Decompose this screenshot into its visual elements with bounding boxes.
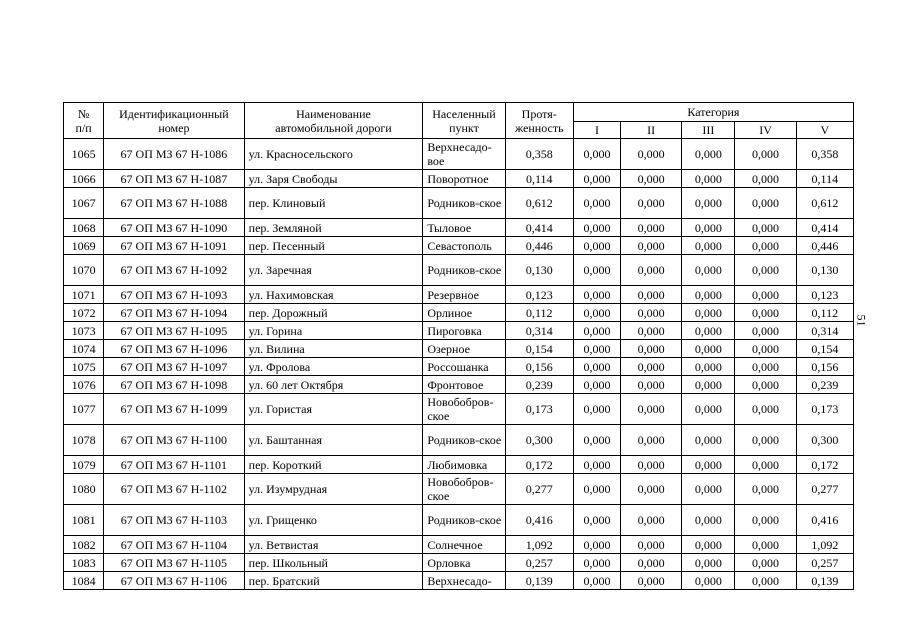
length-cell: 0,414: [505, 219, 573, 237]
road-name-cell: ул. Нахимовская: [244, 286, 423, 304]
table-row: [64, 304, 854, 322]
category-2-cell: 0,000: [621, 219, 682, 237]
identification-number-cell: 67 ОП МЗ 67 Н-1100: [104, 425, 245, 456]
length-cell: 0,123: [505, 286, 573, 304]
row-number-cell: 1080: [64, 474, 104, 505]
road-name-cell: ул. Вилина: [244, 340, 423, 358]
category-2-cell: 0,000: [621, 505, 682, 536]
header-cat-2: II: [621, 122, 682, 139]
table-row: [64, 358, 854, 376]
settlement-cell: Верхнесадо-: [423, 572, 505, 590]
category-2-cell: 0,000: [621, 376, 682, 394]
category-5-cell: 0,257: [796, 554, 853, 572]
category-4-cell: 0,000: [735, 219, 796, 237]
identification-number-cell: 67 ОП МЗ 67 Н-1106: [104, 572, 245, 590]
table-row: [64, 322, 854, 340]
category-5-cell: 0,130: [796, 255, 853, 286]
settlement-cell: Любимовка: [423, 456, 505, 474]
settlement-cell: Фронтовое: [423, 376, 505, 394]
length-cell: 0,239: [505, 376, 573, 394]
settlement-cell: Севастополь: [423, 237, 505, 255]
category-3-cell: 0,000: [682, 170, 735, 188]
category-5-cell: 0,314: [796, 322, 853, 340]
category-1-cell: 0,000: [573, 170, 620, 188]
table-row: [64, 139, 854, 170]
category-3-cell: 0,000: [682, 322, 735, 340]
row-number-cell: 1079: [64, 456, 104, 474]
category-3-cell: 0,000: [682, 237, 735, 255]
category-4-cell: 0,000: [735, 358, 796, 376]
category-1-cell: 0,000: [573, 536, 620, 554]
header-num: [64, 103, 104, 139]
settlement-cell: Резервное: [423, 286, 505, 304]
identification-number-cell: 67 ОП МЗ 67 Н-1098: [104, 376, 245, 394]
category-5-cell: 0,416: [796, 505, 853, 536]
category-4-cell: 0,000: [735, 425, 796, 456]
row-number-cell: 1082: [64, 536, 104, 554]
length-cell: 0,612: [505, 188, 573, 219]
road-name-cell: пер. Братский: [244, 572, 423, 590]
category-5-cell: 0,112: [796, 304, 853, 322]
category-2-cell: 0,000: [621, 188, 682, 219]
settlement-cell: Родников-ское: [423, 505, 505, 536]
category-5-cell: 0,358: [796, 139, 853, 170]
category-1-cell: 0,000: [573, 425, 620, 456]
table-row: [64, 536, 854, 554]
category-3-cell: 0,000: [682, 286, 735, 304]
row-number-cell: 1071: [64, 286, 104, 304]
category-2-cell: 0,000: [621, 340, 682, 358]
length-cell: 0,156: [505, 358, 573, 376]
settlement-cell: Родников-ское: [423, 425, 505, 456]
header-category: Категория: [573, 103, 853, 122]
settlement-cell: Новобобров-ское: [423, 474, 505, 505]
category-1-cell: 0,000: [573, 394, 620, 425]
road-name-cell: ул. Заречная: [244, 255, 423, 286]
category-5-cell: 0,300: [796, 425, 853, 456]
header-length-label: Протя- женность: [514, 106, 564, 135]
identification-number-cell: 67 ОП МЗ 67 Н-1094: [104, 304, 245, 322]
road-name-cell: ул. Красносельского: [244, 139, 423, 170]
table-row: [64, 340, 854, 358]
category-4-cell: 0,000: [735, 456, 796, 474]
table-row: [64, 170, 854, 188]
header-road-label: Наименование автомобильной дороги: [275, 106, 392, 135]
category-1-cell: 0,000: [573, 237, 620, 255]
category-2-cell: 0,000: [621, 237, 682, 255]
category-4-cell: 0,000: [735, 139, 796, 170]
identification-number-cell: 67 ОП МЗ 67 Н-1096: [104, 340, 245, 358]
header-cat-4: IV: [735, 122, 796, 139]
category-3-cell: 0,000: [682, 255, 735, 286]
table-row: [64, 376, 854, 394]
table-row: [64, 425, 854, 456]
row-number-cell: 1076: [64, 376, 104, 394]
category-2-cell: 0,000: [621, 536, 682, 554]
category-2-cell: 0,000: [621, 474, 682, 505]
category-5-cell: 0,156: [796, 358, 853, 376]
category-1-cell: 0,000: [573, 376, 620, 394]
category-3-cell: 0,000: [682, 505, 735, 536]
category-1-cell: 0,000: [573, 358, 620, 376]
category-2-cell: 0,000: [621, 170, 682, 188]
category-4-cell: 0,000: [735, 340, 796, 358]
category-2-cell: 0,000: [621, 286, 682, 304]
header-place-label: Населенный пункт: [432, 106, 496, 135]
length-cell: 1,092: [505, 536, 573, 554]
row-number-cell: 1065: [64, 139, 104, 170]
length-cell: 0,139: [505, 572, 573, 590]
table-row: [64, 505, 854, 536]
identification-number-cell: 67 ОП МЗ 67 Н-1101: [104, 456, 245, 474]
settlement-cell: Россошанка: [423, 358, 505, 376]
settlement-cell: Озерное: [423, 340, 505, 358]
identification-number-cell: 67 ОП МЗ 67 Н-1090: [104, 219, 245, 237]
category-3-cell: 0,000: [682, 188, 735, 219]
roads-table: [63, 102, 854, 590]
category-5-cell: 1,092: [796, 536, 853, 554]
row-number-cell: 1084: [64, 572, 104, 590]
category-3-cell: 0,000: [682, 304, 735, 322]
header-id-label: Идентификационный номер: [119, 106, 229, 135]
settlement-cell: Родников-ское: [423, 188, 505, 219]
settlement-cell: Орлиное: [423, 304, 505, 322]
settlement-cell: Новобобров-ское: [423, 394, 505, 425]
header-num-label: № п/п: [75, 106, 92, 135]
identification-number-cell: 67 ОП МЗ 67 Н-1103: [104, 505, 245, 536]
identification-number-cell: 67 ОП МЗ 67 Н-1102: [104, 474, 245, 505]
category-1-cell: 0,000: [573, 554, 620, 572]
row-number-cell: 1078: [64, 425, 104, 456]
header-road: [244, 103, 423, 139]
identification-number-cell: 67 ОП МЗ 67 Н-1105: [104, 554, 245, 572]
category-3-cell: 0,000: [682, 456, 735, 474]
settlement-cell: Верхнесадо-вое: [423, 139, 505, 170]
length-cell: 0,172: [505, 456, 573, 474]
table-row: [64, 572, 854, 590]
length-cell: 0,277: [505, 474, 573, 505]
row-number-cell: 1070: [64, 255, 104, 286]
row-number-cell: 1073: [64, 322, 104, 340]
settlement-cell: Поворотное: [423, 170, 505, 188]
category-1-cell: 0,000: [573, 139, 620, 170]
category-4-cell: 0,000: [735, 572, 796, 590]
category-3-cell: 0,000: [682, 358, 735, 376]
row-number-cell: 1074: [64, 340, 104, 358]
road-name-cell: ул. 60 лет Октября: [244, 376, 423, 394]
road-name-cell: пер. Песенный: [244, 237, 423, 255]
category-3-cell: 0,000: [682, 572, 735, 590]
category-1-cell: 0,000: [573, 572, 620, 590]
length-cell: 0,416: [505, 505, 573, 536]
category-2-cell: 0,000: [621, 304, 682, 322]
table-row: [64, 394, 854, 425]
road-name-cell: ул. Грищенко: [244, 505, 423, 536]
header-cat-3: III: [682, 122, 735, 139]
category-3-cell: 0,000: [682, 536, 735, 554]
category-5-cell: 0,172: [796, 456, 853, 474]
category-4-cell: 0,000: [735, 170, 796, 188]
identification-number-cell: 67 ОП МЗ 67 Н-1104: [104, 536, 245, 554]
row-number-cell: 1075: [64, 358, 104, 376]
length-cell: 0,130: [505, 255, 573, 286]
identification-number-cell: 67 ОП МЗ 67 Н-1087: [104, 170, 245, 188]
length-cell: 0,314: [505, 322, 573, 340]
category-5-cell: 0,139: [796, 572, 853, 590]
row-number-cell: 1068: [64, 219, 104, 237]
row-number-cell: 1083: [64, 554, 104, 572]
category-4-cell: 0,000: [735, 505, 796, 536]
category-4-cell: 0,000: [735, 322, 796, 340]
category-5-cell: 0,154: [796, 340, 853, 358]
table-row: [64, 554, 854, 572]
identification-number-cell: 67 ОП МЗ 67 Н-1095: [104, 322, 245, 340]
road-name-cell: ул. Ветвистая: [244, 536, 423, 554]
identification-number-cell: 67 ОП МЗ 67 Н-1099: [104, 394, 245, 425]
category-3-cell: 0,000: [682, 219, 735, 237]
category-5-cell: 0,446: [796, 237, 853, 255]
category-2-cell: 0,000: [621, 358, 682, 376]
category-2-cell: 0,000: [621, 139, 682, 170]
category-4-cell: 0,000: [735, 554, 796, 572]
category-1-cell: 0,000: [573, 219, 620, 237]
category-3-cell: 0,000: [682, 474, 735, 505]
category-4-cell: 0,000: [735, 474, 796, 505]
header-cat-5: V: [796, 122, 853, 139]
category-1-cell: 0,000: [573, 505, 620, 536]
category-3-cell: 0,000: [682, 394, 735, 425]
table-row: [64, 255, 854, 286]
length-cell: 0,300: [505, 425, 573, 456]
category-4-cell: 0,000: [735, 286, 796, 304]
header-id: [104, 103, 245, 139]
category-2-cell: 0,000: [621, 456, 682, 474]
category-1-cell: 0,000: [573, 286, 620, 304]
header-row-1: [64, 103, 854, 122]
category-1-cell: 0,000: [573, 304, 620, 322]
category-1-cell: 0,000: [573, 474, 620, 505]
page-number: 51: [854, 314, 869, 327]
road-name-cell: ул. Заря Свободы: [244, 170, 423, 188]
category-4-cell: 0,000: [735, 255, 796, 286]
road-name-cell: ул. Изумрудная: [244, 474, 423, 505]
road-name-cell: пер. Дорожный: [244, 304, 423, 322]
length-cell: 0,257: [505, 554, 573, 572]
settlement-cell: Пироговка: [423, 322, 505, 340]
category-1-cell: 0,000: [573, 255, 620, 286]
table-row: [64, 237, 854, 255]
table-row: [64, 286, 854, 304]
road-name-cell: пер. Клиновый: [244, 188, 423, 219]
length-cell: 0,358: [505, 139, 573, 170]
table-row: [64, 474, 854, 505]
header-place: [423, 103, 505, 139]
road-name-cell: ул. Баштанная: [244, 425, 423, 456]
category-1-cell: 0,000: [573, 188, 620, 219]
category-4-cell: 0,000: [735, 304, 796, 322]
settlement-cell: Солнечное: [423, 536, 505, 554]
category-4-cell: 0,000: [735, 188, 796, 219]
identification-number-cell: 67 ОП МЗ 67 Н-1091: [104, 237, 245, 255]
row-number-cell: 1069: [64, 237, 104, 255]
row-number-cell: 1081: [64, 505, 104, 536]
road-name-cell: ул. Горина: [244, 322, 423, 340]
row-number-cell: 1067: [64, 188, 104, 219]
length-cell: 0,112: [505, 304, 573, 322]
category-2-cell: 0,000: [621, 322, 682, 340]
category-2-cell: 0,000: [621, 425, 682, 456]
identification-number-cell: 67 ОП МЗ 67 Н-1092: [104, 255, 245, 286]
category-2-cell: 0,000: [621, 572, 682, 590]
category-3-cell: 0,000: [682, 340, 735, 358]
category-4-cell: 0,000: [735, 394, 796, 425]
category-2-cell: 0,000: [621, 255, 682, 286]
road-name-cell: ул. Фролова: [244, 358, 423, 376]
road-name-cell: пер. Школьный: [244, 554, 423, 572]
category-1-cell: 0,000: [573, 322, 620, 340]
settlement-cell: Родников-ское: [423, 255, 505, 286]
identification-number-cell: 67 ОП МЗ 67 Н-1093: [104, 286, 245, 304]
row-number-cell: 1072: [64, 304, 104, 322]
settlement-cell: Орловка: [423, 554, 505, 572]
identification-number-cell: 67 ОП МЗ 67 Н-1097: [104, 358, 245, 376]
category-5-cell: 0,173: [796, 394, 853, 425]
identification-number-cell: 67 ОП МЗ 67 Н-1088: [104, 188, 245, 219]
table-body: [64, 139, 854, 590]
category-3-cell: 0,000: [682, 554, 735, 572]
length-cell: 0,173: [505, 394, 573, 425]
road-name-cell: пер. Короткий: [244, 456, 423, 474]
category-4-cell: 0,000: [735, 536, 796, 554]
category-5-cell: 0,612: [796, 188, 853, 219]
category-4-cell: 0,000: [735, 376, 796, 394]
category-3-cell: 0,000: [682, 139, 735, 170]
category-3-cell: 0,000: [682, 376, 735, 394]
identification-number-cell: 67 ОП МЗ 67 Н-1086: [104, 139, 245, 170]
category-5-cell: 0,239: [796, 376, 853, 394]
category-1-cell: 0,000: [573, 456, 620, 474]
length-cell: 0,446: [505, 237, 573, 255]
category-2-cell: 0,000: [621, 554, 682, 572]
length-cell: 0,154: [505, 340, 573, 358]
row-number-cell: 1066: [64, 170, 104, 188]
category-5-cell: 0,114: [796, 170, 853, 188]
category-4-cell: 0,000: [735, 237, 796, 255]
settlement-cell: Тыловое: [423, 219, 505, 237]
road-name-cell: пер. Земляной: [244, 219, 423, 237]
header-cat-1: I: [573, 122, 620, 139]
category-3-cell: 0,000: [682, 425, 735, 456]
header-length: [505, 103, 573, 139]
category-5-cell: 0,123: [796, 286, 853, 304]
road-name-cell: ул. Гористая: [244, 394, 423, 425]
table-row: [64, 456, 854, 474]
row-number-cell: 1077: [64, 394, 104, 425]
table-row: [64, 188, 854, 219]
table-row: [64, 219, 854, 237]
category-1-cell: 0,000: [573, 340, 620, 358]
category-2-cell: 0,000: [621, 394, 682, 425]
category-5-cell: 0,414: [796, 219, 853, 237]
category-5-cell: 0,277: [796, 474, 853, 505]
length-cell: 0,114: [505, 170, 573, 188]
